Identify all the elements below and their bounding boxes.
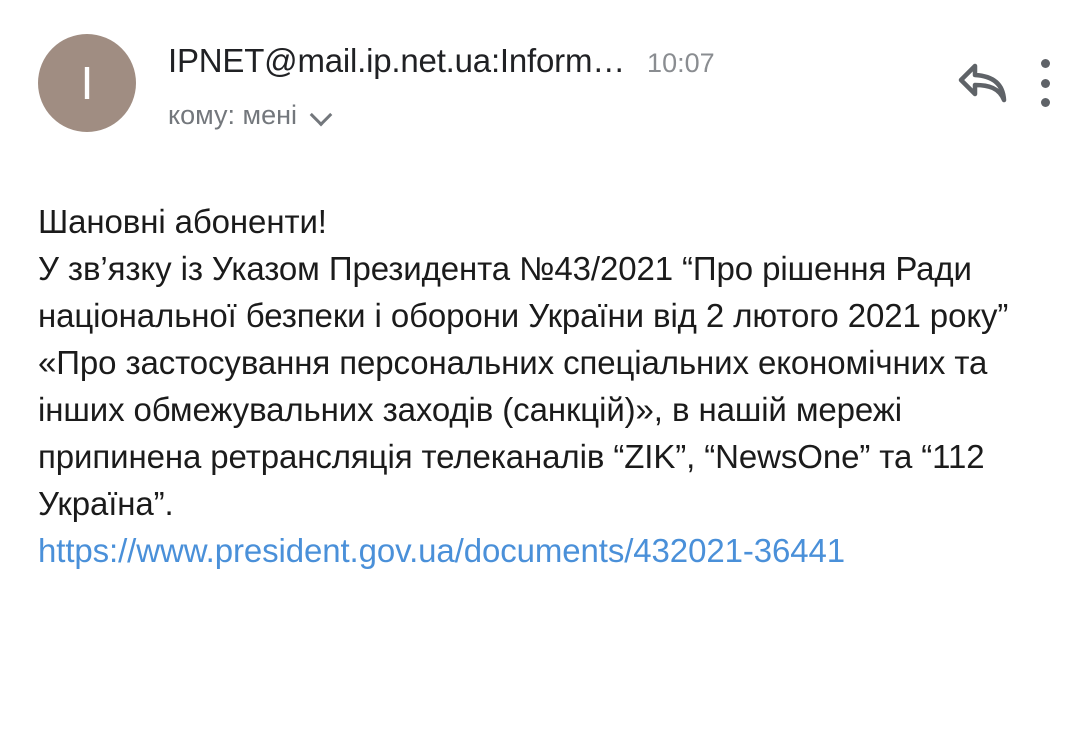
- sender-block: [168, 34, 952, 131]
- more-dot: [1041, 59, 1050, 68]
- reply-icon[interactable]: [952, 52, 1014, 114]
- recipient-label: кому: мені: [168, 100, 297, 130]
- sender-line: [168, 42, 952, 80]
- sender-address[interactable]: IPNET@mail.ip.net.ua:Inform…: [168, 42, 626, 79]
- recipient-row[interactable]: [168, 100, 952, 131]
- message-link-paragraph: [38, 527, 1042, 574]
- message-timestamp: 10:07: [647, 48, 715, 78]
- chevron-down-icon[interactable]: [311, 105, 333, 127]
- avatar: I: [38, 34, 136, 132]
- more-dot: [1041, 79, 1050, 88]
- more-options-icon[interactable]: [1040, 59, 1050, 107]
- header-actions: [952, 34, 1050, 114]
- message-body: [0, 132, 1080, 574]
- president-document-link[interactable]: https://www.president.gov.ua/documents/432021-36441: [38, 532, 845, 569]
- message-header: [0, 0, 1080, 132]
- more-dot: [1041, 98, 1050, 107]
- message-paragraph: У зв’язку із Указом Президента №43/2021 “Про рішення Ради національної безпеки і оборони України від 2 лютого 2021 року” «Про застосування персональних спеціальних економічних та інших обмежувальних заходів (санкцій)», в нашій мережі припинена ретрансляція телеканалів “ZIK”, “NewsOne” та “112 Україна”.: [38, 250, 1009, 522]
- message-greeting: Шановні абоненти!: [38, 203, 327, 240]
